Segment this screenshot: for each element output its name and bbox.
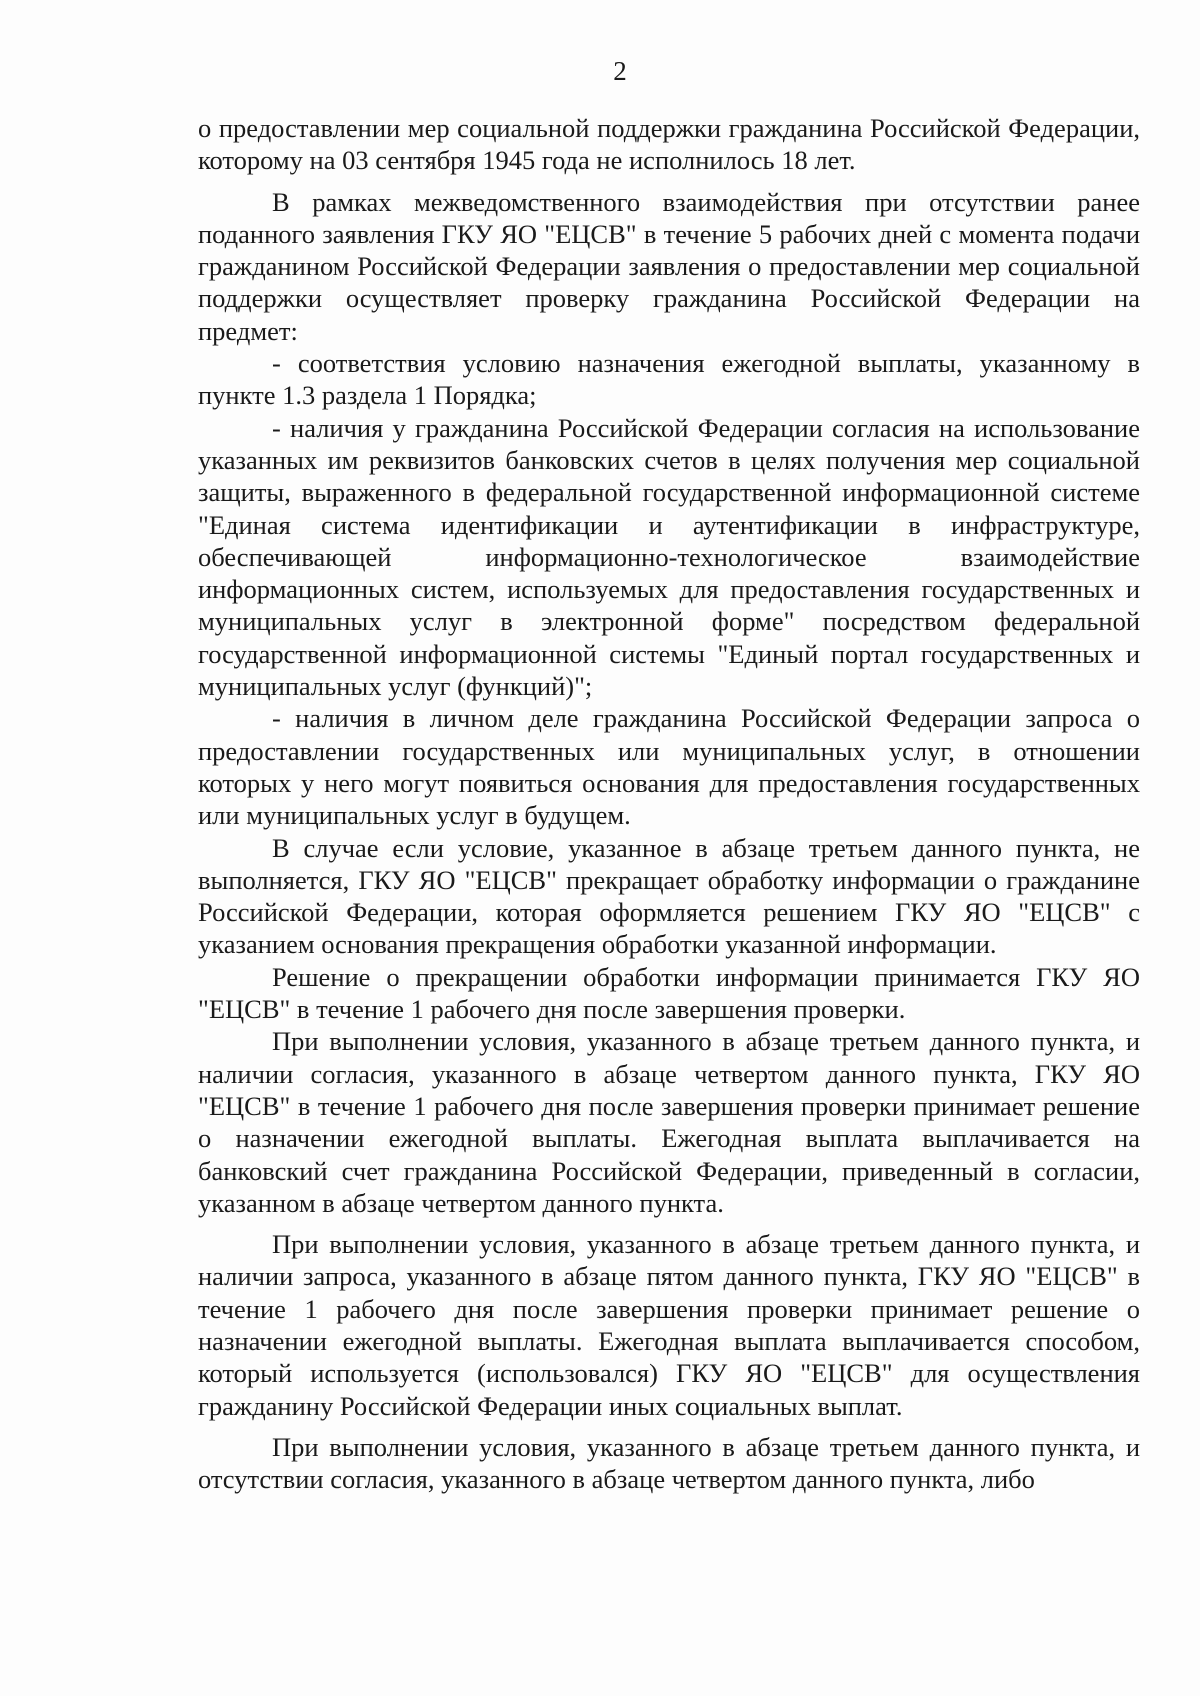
paragraph-6: В случае если условие, указанное в абзаце третьем данного пункта, не выполняется, ГКУ ЯО "ЕЦСВ" прекращает обработку информации о гражданине Российской Федерации, которая оформляется решением ГКУ ЯО "ЕЦСВ" с указанием основания прекращения обработки указанной информации. <box>198 832 1140 960</box>
paragraph-4: - наличия у гражданина Российской Федерации согласия на использование указанных им реквизитов банковских счетов в целях получения мер социальной защиты, выраженного в федеральной государственной информационной системе "Единая система идентификации и аутентификации в инфраструктуре, обеспечивающей информационно-технологическое взаимодействие информационных систем, используемых для предоставления государственных и муниципальных услуг в электронной форме" посредством федеральной государственной информационной системы "Единый портал государственных и муниципальных услуг (функций)"; <box>198 412 1140 702</box>
paragraph-10: При выполнении условия, указанного в абзаце третьем данного пункта, и отсутствии согласия, указанного в абзаце четвертом данного пункта, либо <box>198 1431 1140 1495</box>
paragraph-8: При выполнении условия, указанного в абзаце третьем данного пункта, и наличии согласия, указанного в абзаце четвертом данного пункта, ГКУ ЯО "ЕЦСВ" в течение 1 рабочего дня после завершения проверки принимает решение о назначении ежегодной выплаты. Ежегодная выплата выплачивается на банковский счет гражданина Российской Федерации, приведенный в согласии, указанном в абзаце четвертом данного пункта. <box>198 1026 1140 1218</box>
paragraph-3: - соответствия условию назначения ежегодной выплаты, указанному в пункте 1.3 раздела 1 Порядка; <box>198 348 1140 411</box>
paragraph-1: о предоставлении мер социальной поддержки гражданина Российской Федерации, которому на 03 сентября 1945 года не исполнилось 18 лет. <box>198 113 1140 176</box>
body-text <box>198 112 1140 1495</box>
paragraph-2: В рамках межведомственного взаимодействия при отсутствии ранее поданного заявления ГКУ ЯО "ЕЦСВ" в течение 5 рабочих дней с момента подачи гражданином Российской Федерации заявления о предоставлении мер социальной поддержки осуществляет проверку гражданина Российской Федерации на предмет: <box>198 186 1140 346</box>
paragraph-9: При выполнении условия, указанного в абзаце третьем данного пункта, и наличии запроса, указанного в абзаце пятом данного пункта, ГКУ ЯО "ЕЦСВ" в течение 1 рабочего дня после завершения проверки принимает решение о назначении ежегодной выплаты. Ежегодная выплата выплачивается способом, который используется (использовался) ГКУ ЯО "ЕЦСВ" для осуществления гражданину Российской Федерации иных социальных выплат. <box>198 1229 1140 1421</box>
page-number: 2 <box>613 56 627 86</box>
paragraph-7: Решение о прекращении обработки информации принимается ГКУ ЯО "ЕЦСВ" в течение 1 рабочего дня после завершения проверки. <box>198 961 1140 1025</box>
paragraph-5: - наличия в личном деле гражданина Российской Федерации запроса о предоставлении государственных или муниципальных услуг, в отношении которых у него могут появиться основания для предоставления государственных или муниципальных услуг в будущем. <box>198 703 1140 831</box>
